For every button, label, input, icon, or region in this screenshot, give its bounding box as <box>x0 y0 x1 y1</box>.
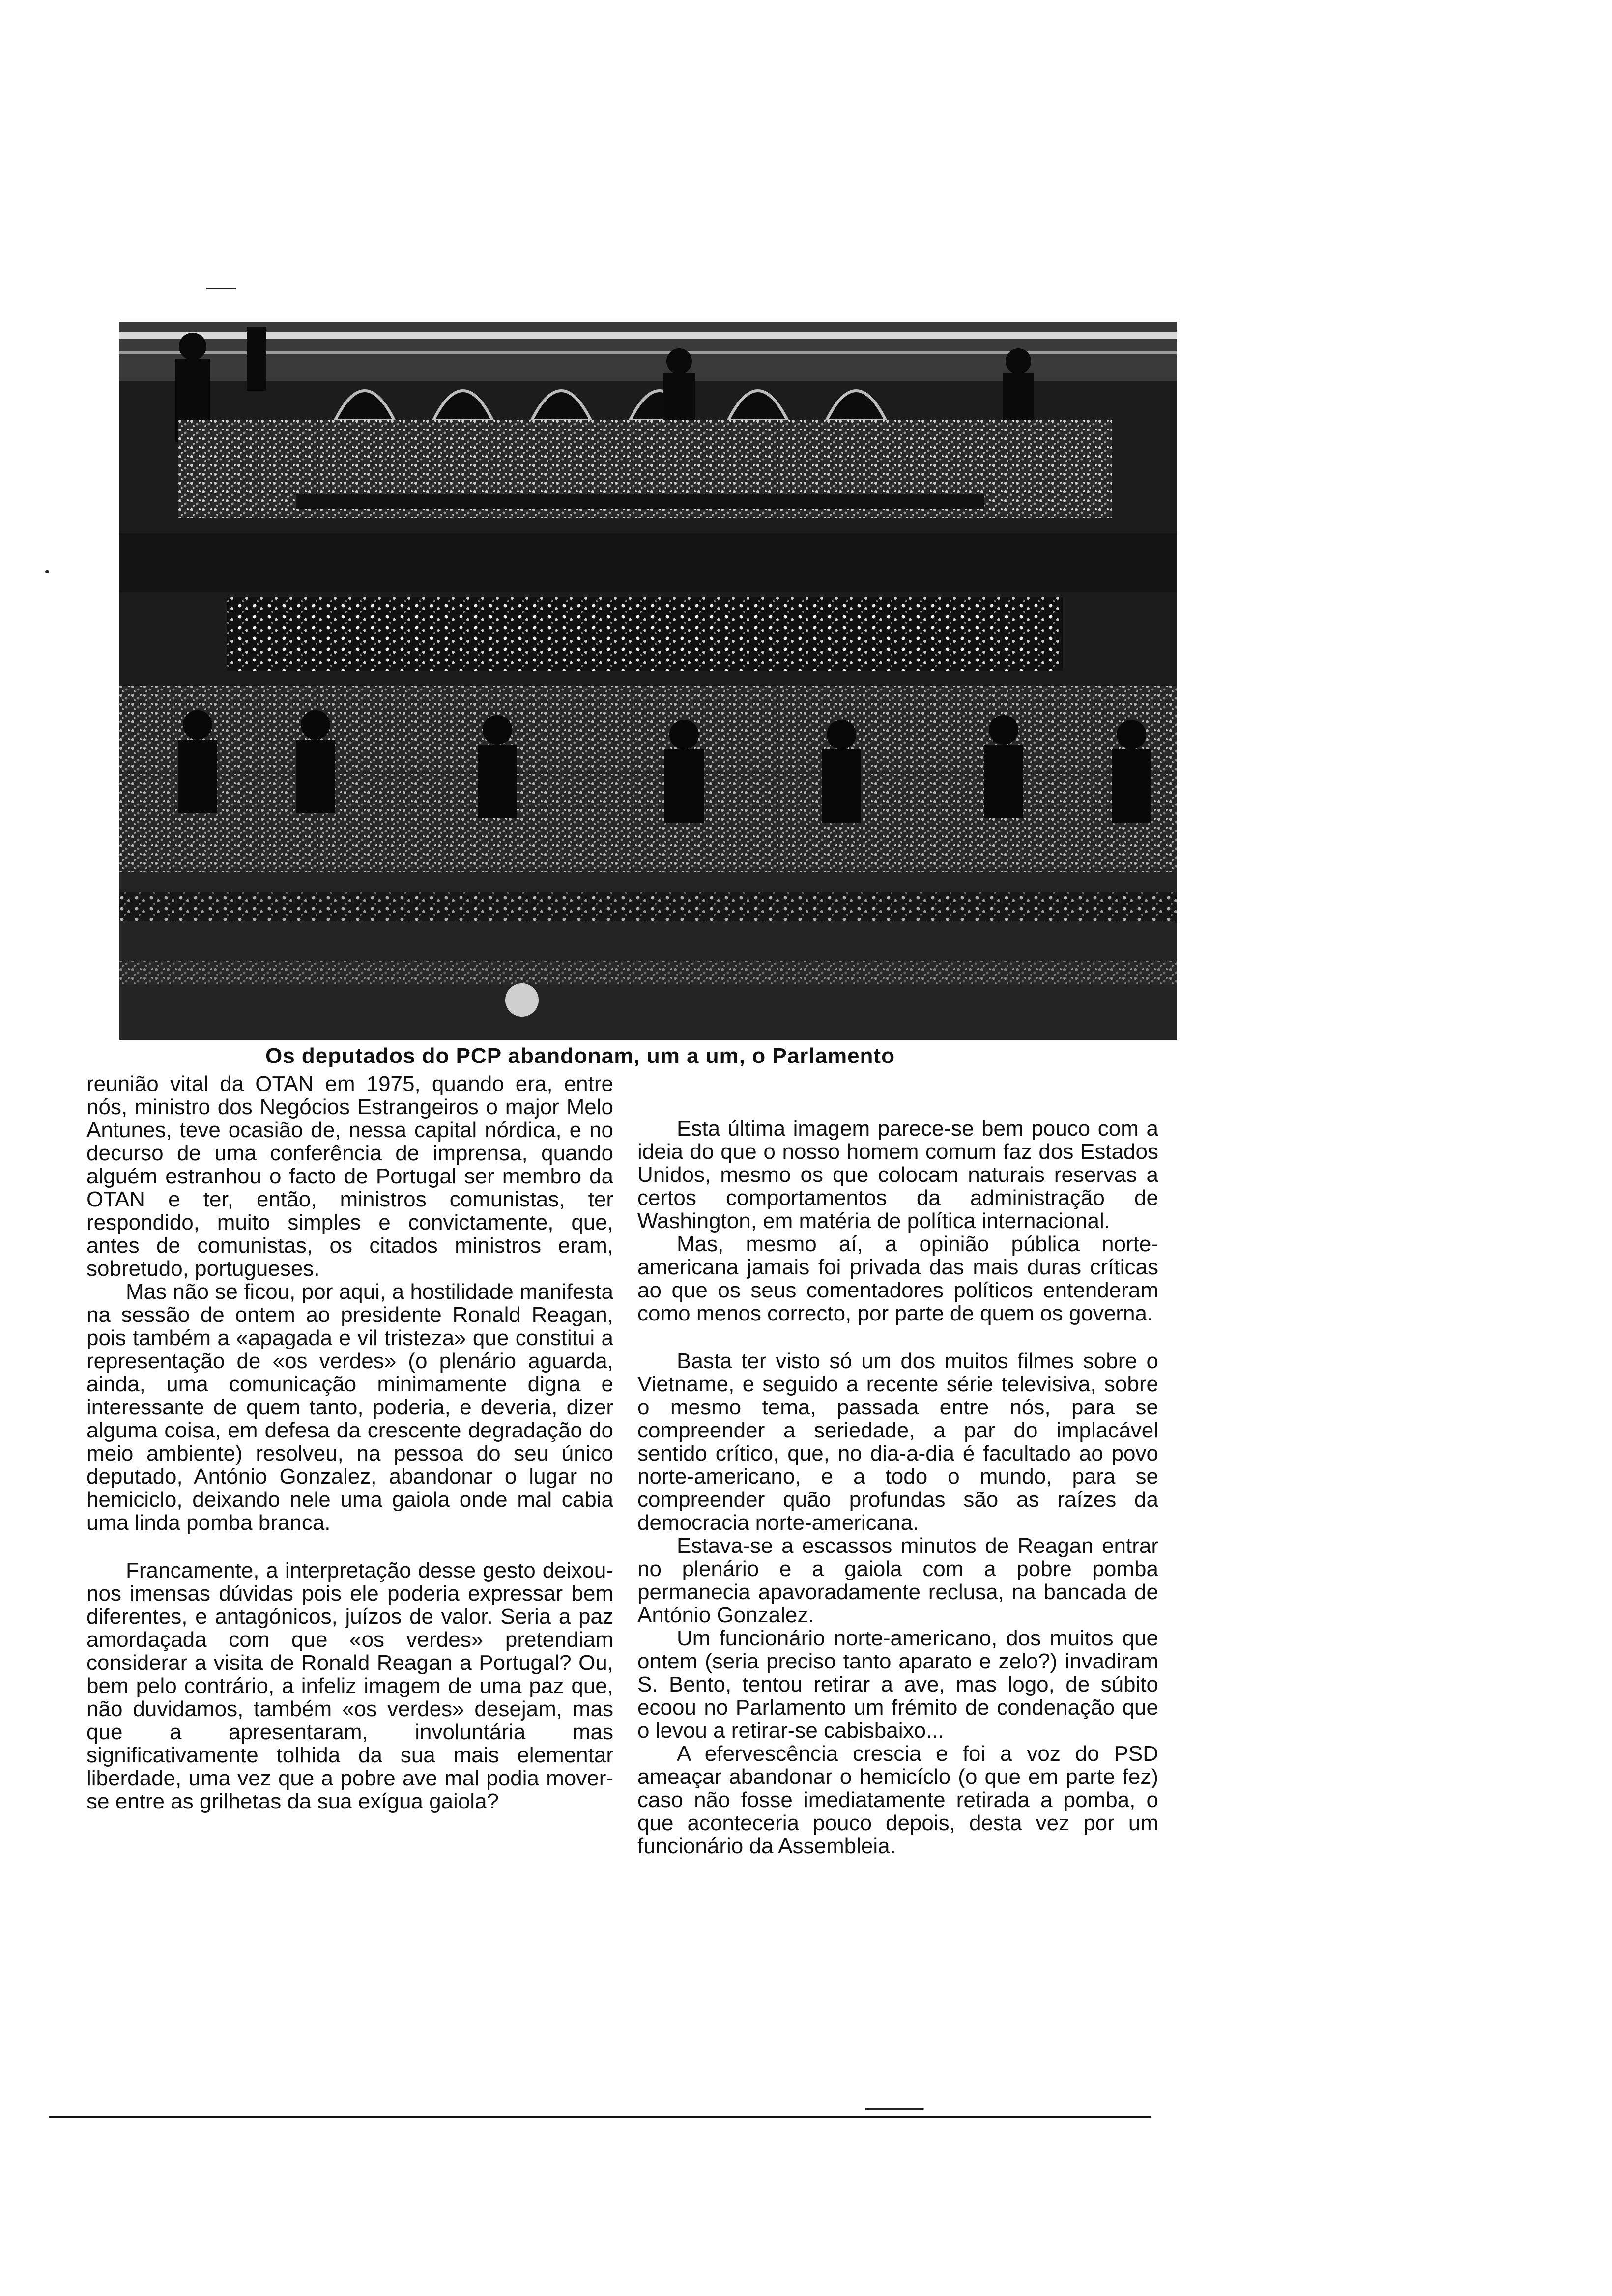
article-paragraph: Francamente, a interpretação desse gesto deixou-nos imensas dúvidas pois ele poderia expressar bem diferentes, e antagónicos, juízos de valor. Seria a paz amordaçada com que «os verdes» pretendiam considerar a visita de Ronald Reagan a Portugal? Ou, bem pelo contrário, a infeliz imagem de uma paz que, não duvidamos, também «os verdes» desejam, mas que a apresentaram, involuntária mas significativamente tolhida da sua mais elementar liberdade, uma vez que a pobre ave mal podia mover-se entre as grilhetas da sua exígua gaiola? <box>86 1558 613 1813</box>
article-paragraph: Basta ter visto só um dos muitos filmes sobre o Vietname, e seguido a recente série televisiva, sobre o mesmo tema, passada entre nós, para se compreender a seriedade, a par do implacável sentido crítico, que, no dia-a-dia é facultado ao povo norte-americano, e a todo o mundo, para se compreender quão profundas são as raízes da democracia norte-americana. <box>637 1349 1158 1535</box>
article-paragraph: Mas não se ficou, por aqui, a hostilidade manifesta na sessão de ontem ao presidente Ronald Reagan, pois também a «apagada e vil tristeza» que constitui a representação de «os verdes» (o plenário aguarda, ainda, uma comunicação minimamente digna e interessante de quem tanto, poderia, e deveria, dizer alguma coisa, em defesa da crescente degradação do meio ambiente) resolveu, na pessoa do seu único deputado, António Gonzalez, abandonar o lugar no hemiciclo, deixando nele uma gaiola onde mal cabia uma linda pomba branca. <box>86 1280 613 1535</box>
article-paragraph: Estava-se a escassos minutos de Reagan entrar no plenário e a gaiola com a pobre pomba permanecia apavoradamente reclusa, na bancada de António Gonzalez. <box>637 1534 1158 1627</box>
parliament-photo <box>119 322 1177 1040</box>
scan-speck <box>45 570 49 573</box>
bottom-rule <box>49 2116 1151 2118</box>
article-paragraph: Mas, mesmo aí, a opinião pública norte-americana jamais foi privada das mais duras críticas ao que os seus comentadores políticos entenderam como menos correcto, por parte de quem os governa. <box>637 1232 1158 1325</box>
article-paragraph: A efervescência crescia e foi a voz do PSD ameaçar abandonar o hemicíclo (o que em parte fez) caso não fosse imediatamente retirada a pomba, o que aconteceria pouco depois, desta vez por um funcionário da Assembleia. <box>637 1742 1158 1858</box>
scan-speck <box>865 2108 924 2110</box>
article-paragraph: Esta última imagem parece-se bem pouco com a ideia do que o nosso homem comum faz dos Estados Unidos, mesmo os que colocam naturais reservas a certos comportamentos da administração de Washington, em matéria de política internacional. <box>637 1117 1158 1233</box>
article-paragraph: reunião vital da OTAN em 1975, quando era, entre nós, ministro dos Negócios Estrangeiros o major Melo Antunes, teve ocasião de, nessa capital nórdica, e no decurso de uma conferência de imprensa, quando alguém estranhou o facto de Portugal ser membro da OTAN e ter, então, ministros comunistas, ter respondido, muito simples e convictamente, que, antes de comunistas, os citados ministros eram, sobretudo, portugueses. <box>86 1072 613 1281</box>
article-left-column <box>86 1072 613 1813</box>
photo-caption: Os deputados do PCP abandonam, um a um, o Parlamento <box>265 1044 895 1068</box>
scan-speck <box>206 288 236 289</box>
parliament-photo-icon <box>119 322 1177 1040</box>
article-paragraph: Um funcionário norte-americano, dos muitos que ontem (seria preciso tanto aparato e zelo?) invadiram S. Bento, tentou retirar a ave, mas logo, de súbito ecoou no Parlamento um frémito de condenação que o levou a retirar-se cabisbaixo... <box>637 1626 1158 1743</box>
article-right-column <box>637 1117 1158 1858</box>
